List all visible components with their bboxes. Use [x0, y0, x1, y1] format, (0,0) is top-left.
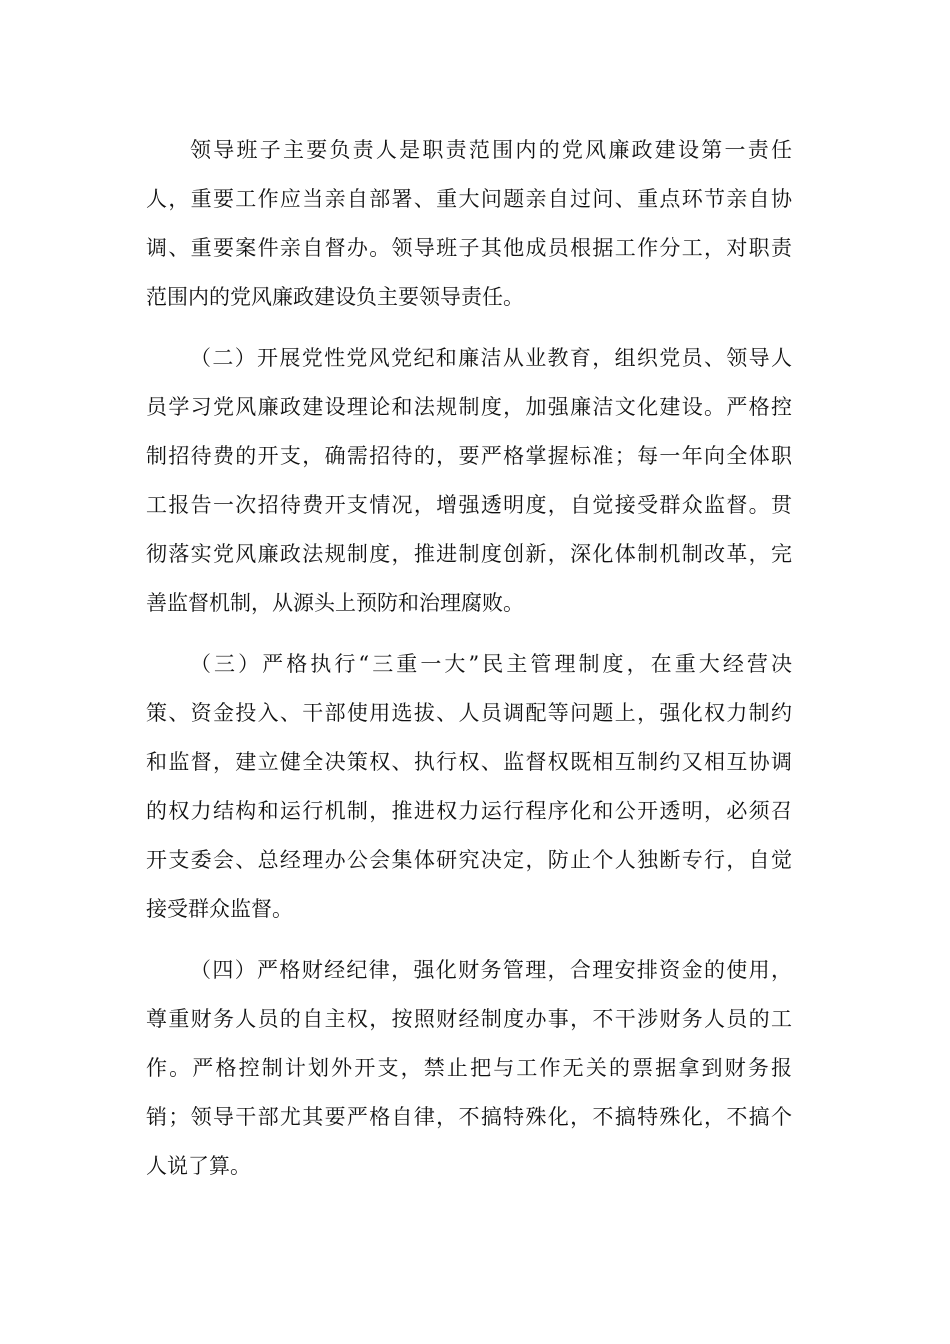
paragraph-line: 和监督，建立健全决策权、执行权、监督权既相互制约又相互协调 — [146, 750, 792, 774]
paragraph-line: 领导班子主要负责人是职责范围内的党风廉政建设第一责任 — [190, 138, 792, 162]
paragraph-line: 调、重要案件亲自督办。领导班子其他成员根据工作分工，对职责 — [146, 236, 792, 260]
paragraph-line: 人，重要工作应当亲自部署、重大问题亲自过问、重点环节亲自协 — [146, 187, 792, 211]
paragraph-line: 范围内的党风廉政建设负主要领导责任。 — [146, 285, 524, 309]
paragraph-line: （三）严格执行“三重一大”民主管理制度，在重大经营决 — [190, 652, 792, 676]
paragraph-line: 开支委会、总经理办公会集体研究决定，防止个人独断专行，自觉 — [146, 848, 792, 872]
paragraph-line: 尊重财务人员的自主权，按照财经制度办事，不干涉财务人员的工 — [146, 1007, 792, 1031]
paragraph-line: 作。严格控制计划外开支，禁止把与工作无关的票据拿到财务报 — [146, 1056, 792, 1080]
paragraph-line: 销；领导干部尤其要严格自律，不搞特殊化，不搞特殊化，不搞个 — [146, 1105, 792, 1129]
paragraph-line: 制招待费的开支，确需招待的，要严格掌握标准；每一年向全体职 — [146, 444, 792, 468]
paragraph-line: 彻落实党风廉政法规制度，推进制度创新，深化体制机制改革，完 — [146, 542, 792, 566]
paragraph-line: 人说了算。 — [146, 1154, 251, 1178]
paragraph-line: （四）严格财经纪律，强化财务管理，合理安排资金的使用， — [190, 958, 792, 982]
paragraph-line: 善监督机制，从源头上预防和治理腐败。 — [146, 591, 524, 615]
paragraph-line: 策、资金投入、干部使用选拔、人员调配等问题上，强化权力制约 — [146, 701, 792, 725]
paragraph-line: 员学习党风廉政建设理论和法规制度，加强廉洁文化建设。严格控 — [146, 395, 792, 419]
paragraph-line: 工报告一次招待费开支情况，增强透明度，自觉接受群众监督。贯 — [146, 493, 792, 517]
paragraph-line: 接受群众监督。 — [146, 897, 293, 921]
paragraph-line: （二）开展党性党风党纪和廉洁从业教育，组织党员、领导人 — [190, 346, 792, 370]
paragraph-line: 的权力结构和运行机制，推进权力运行程序化和公开透明，必须召 — [146, 799, 792, 823]
